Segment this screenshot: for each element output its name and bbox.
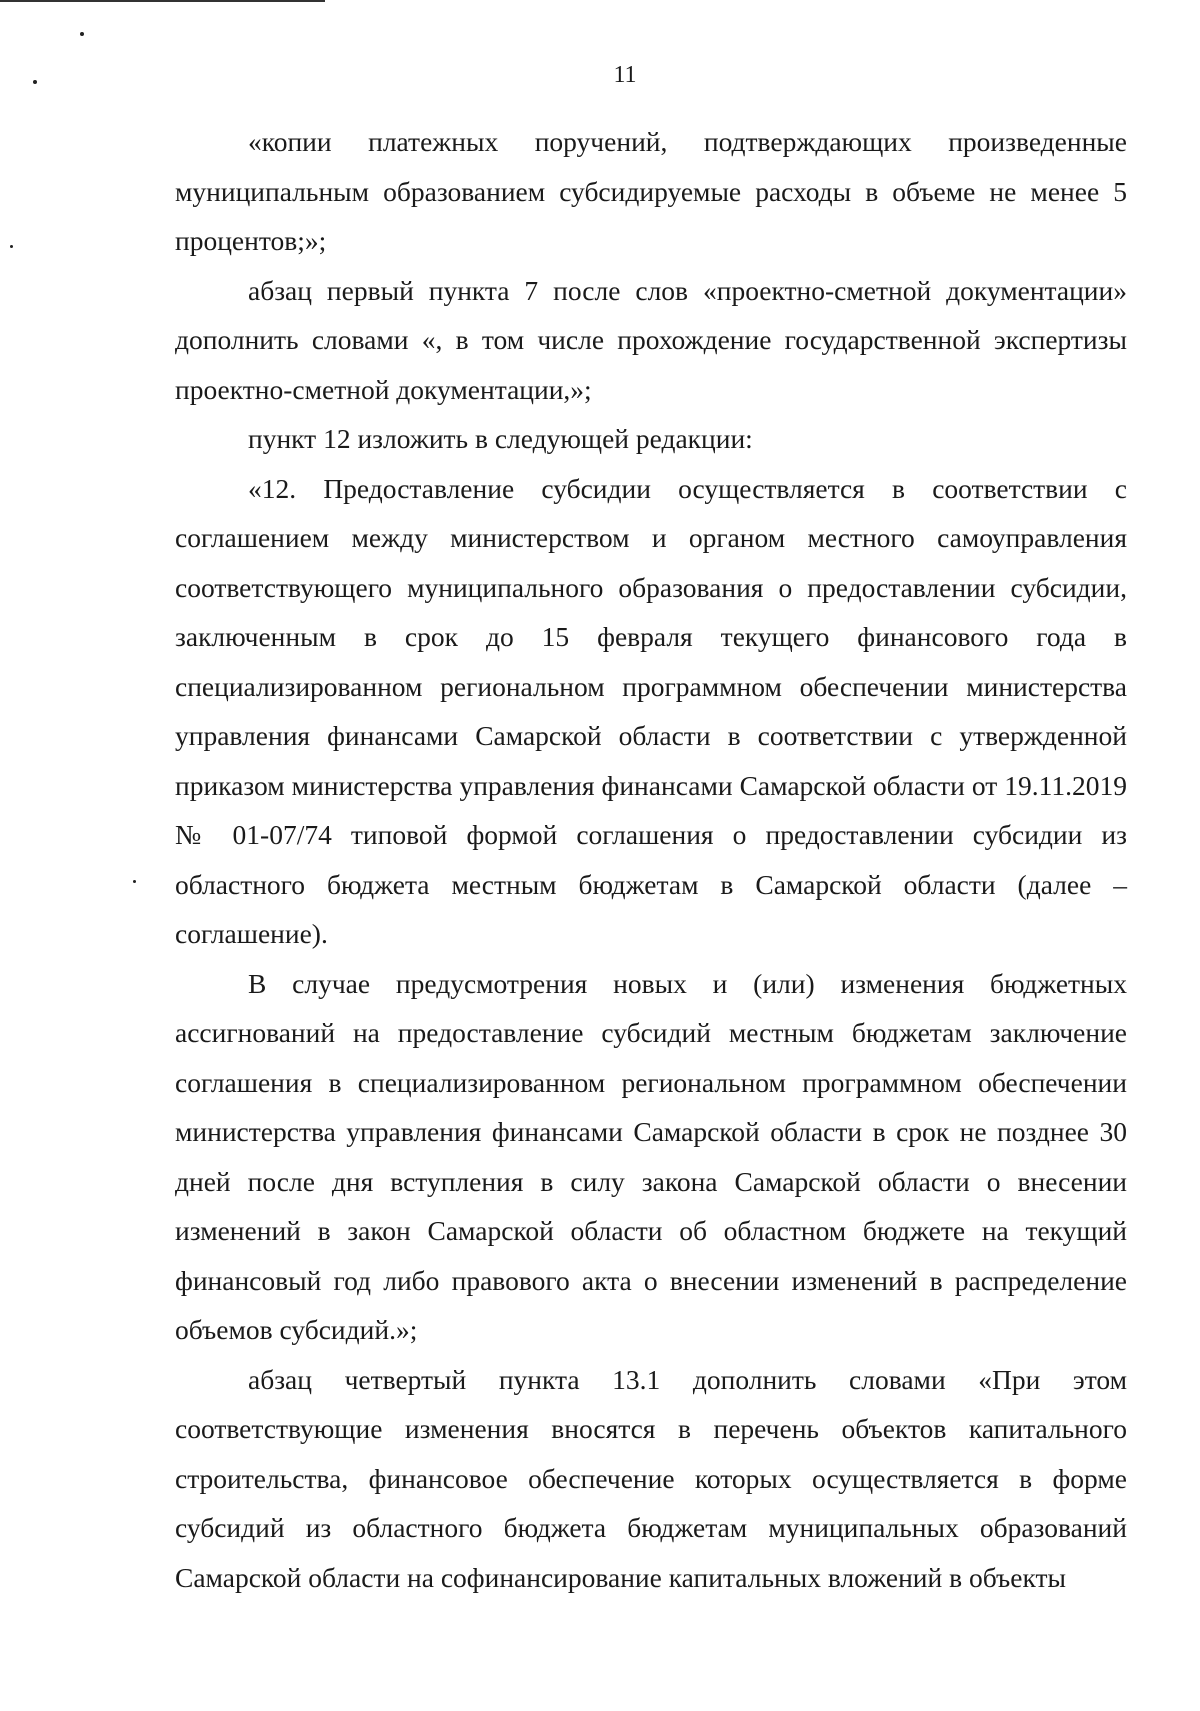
scan-speck: [133, 880, 136, 883]
paragraph-clause-7: абзац первый пункта 7 после слов «проектно-сметной документации» дополнить словами «, в том числе прохождение государственной экспертизы проектно-сметной документации,»;: [175, 274, 1127, 405]
scan-top-rule: [0, 0, 325, 2]
document-body: [175, 117, 1127, 1602]
scan-speck: [80, 32, 84, 36]
page-number: 11: [613, 62, 637, 88]
paragraph-clause-12-text: «12. Предоставление субсидии осуществляется в соответствии с соглашением между министерством и органом местного самоуправления соответствующего муниципального образования о предоставлении субсидии, заключенным в срок до 15 февраля текущего финансового года в специализированном региональном программном обеспечении министерства управления финансами Самарской области в соответствии с утвержденной приказом министерства управления финансами Самарской области от 19.11.2019 № 01-07/74 типовой формой соглашения о предоставлении субсидии из областного бюджета местным бюджетам в Самарской области (далее – соглашение).: [175, 472, 1127, 949]
paragraph-clause-12-intro: пункт 12 изложить в следующей редакции:: [248, 423, 753, 454]
paragraph-clause-13-1: абзац четвертый пункта 13.1 дополнить словами «При этом соответствующие изменения вносятся в перечень объектов капитального строительства, финансовое обеспечение которых осуществляется в форме субсидий из областного бюджета бюджетам муниципальных образований Самарской области на софинансирование капитальных вложений в объекты: [175, 1363, 1127, 1593]
scan-speck: [10, 245, 13, 248]
paragraph-payment-orders: «копии платежных поручений, подтверждающих произведенные муниципальным образованием субсидируемые расходы в объеме не менее 5 процентов;»;: [175, 126, 1127, 256]
paragraph-budget-changes: В случае предусмотрения новых и (или) изменения бюджетных ассигнований на предоставление субсидий местным бюджетам заключение соглашения в специализированном региональном программном обеспечении министерства управления финансами Самарской области в срок не позднее 30 дней после дня вступления в силу закона Самарской области о внесении изменений в закон Самарской области об областном бюджете на текущий финансовый год либо правового акта о внесении изменений в распределение объемов субсидий.»;: [175, 967, 1127, 1345]
